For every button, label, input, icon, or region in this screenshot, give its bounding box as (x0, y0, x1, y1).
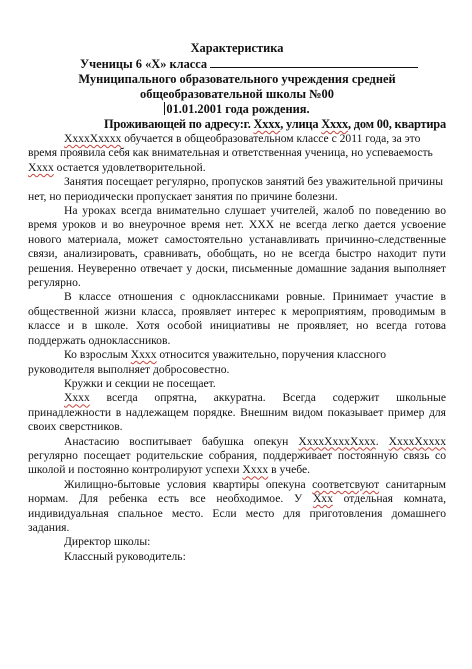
student-name: Хххх (28, 160, 54, 174)
misspelled-word: соответсвуют (312, 477, 380, 491)
student-line-text: Ученицы 6 «Х» класса (80, 57, 211, 71)
paragraph-4: В классе отношения с одноклассниками ровные. Принимает участие в общественной жизни класса, проявляет интерес к мероприятиям, проводимым в классе и в школе. Хотя особой инициативы не проявляет, но всегда готова поддержать одноклассников. (28, 290, 446, 347)
paragraph-5-text-b: относится уважительно, поручения классного руководителя выполняет добросовестно. (28, 348, 387, 376)
school-line-2: общеобразовательной школы №00 (140, 87, 334, 101)
address-line (28, 117, 446, 132)
paragraph-9 (28, 478, 446, 536)
student-line (28, 56, 446, 72)
address-street: Хххх (321, 117, 348, 131)
paragraph-7-text: всегда опрятна, аккуратна. Всегда содержит школьные принадлежности в надлежащем порядке. Внешним видом показывает пример для своих сверстников. (28, 391, 446, 434)
paragraph-8-text-a: Анастасию воспитывает бабушка опекун (64, 434, 299, 448)
address-suffix: , дом 00, квартира (347, 117, 446, 131)
paragraph-8-dot: . (375, 434, 379, 448)
school-line-1: Муниципального образовательного учреждения средней (78, 72, 396, 86)
paragraph-9-text-b: санитарным нормам. Для ребенка есть все необходимое. У (28, 477, 446, 506)
student-name: Хххх (130, 348, 157, 362)
paragraph-8-text-c: в учебе. (268, 463, 311, 477)
signature-class-teacher: Классный руководитель: (64, 549, 186, 563)
paragraph-1-text-b: остается удовлетворительной. (53, 160, 206, 174)
paragraph-8 (28, 435, 446, 478)
paragraph-8-text-b: регулярно посещает родительские собрания, поддерживает постоянную связь со школой и постоянно контролируют успехи (28, 448, 446, 477)
address-city: Хххх (253, 117, 281, 131)
document-body (28, 41, 446, 564)
paragraph-5-text-a: Ко взрослым (64, 348, 131, 362)
document-title: Характеристика (190, 41, 284, 55)
paragraph-2: Занятия посещает регулярно, пропусков занятий без уважительной причины нет, но периодически пропускает занятия по причине болезни. (28, 175, 444, 203)
paragraph-5 (28, 348, 446, 377)
birth-date-line (28, 102, 446, 117)
guardian-name: ХхххХхххХххх (298, 434, 376, 448)
address-prefix: Проживающей по адресу:г. (104, 117, 254, 131)
paragraph-3: На уроках всегда внимательно слушает учителей, жалоб по поведению во время уроков и во внеурочное время нет. ХХХ не всегда легко дается усвоение нового материала, может самостоятельно устанавливать причинно-следственные связи, анализировать, сравнивать, обобщать, но не всегда быстро находит пути решения. Неуверенно отвечает у доски, письменные домашние задания выполняет регулярно. (28, 204, 446, 290)
paragraph-1-text-a: обучается в общеобразовательном классе с 2011 года, за это время проявила себя как внимательная и ответственная ученица, но успеваемость (28, 132, 433, 160)
paragraph-7 (28, 391, 446, 434)
student-name: Ххх (312, 492, 333, 506)
student-name-blank (210, 56, 418, 68)
paragraph-9-text-c: отдельная комната, индивидуальная спальное место. Если место для приготовления домашнего задания. (28, 492, 447, 534)
paragraph-1 (28, 132, 446, 175)
student-name: Хххх (64, 391, 90, 405)
paragraph-9-text-a: Жилищно-бытовые условия квартиры опекуна (64, 477, 313, 491)
address-mid: , улица (280, 117, 322, 131)
guardian-name: ХхххХхххх (388, 434, 446, 448)
student-name: Хххх (242, 463, 269, 477)
paragraph-6: Кружки и секции не посещает. (64, 376, 216, 390)
signature-director: Директор школы: (64, 535, 151, 549)
student-name: ХхххХхххх (64, 132, 122, 145)
birth-date: 01.01.2001 года рождения. (166, 102, 310, 116)
